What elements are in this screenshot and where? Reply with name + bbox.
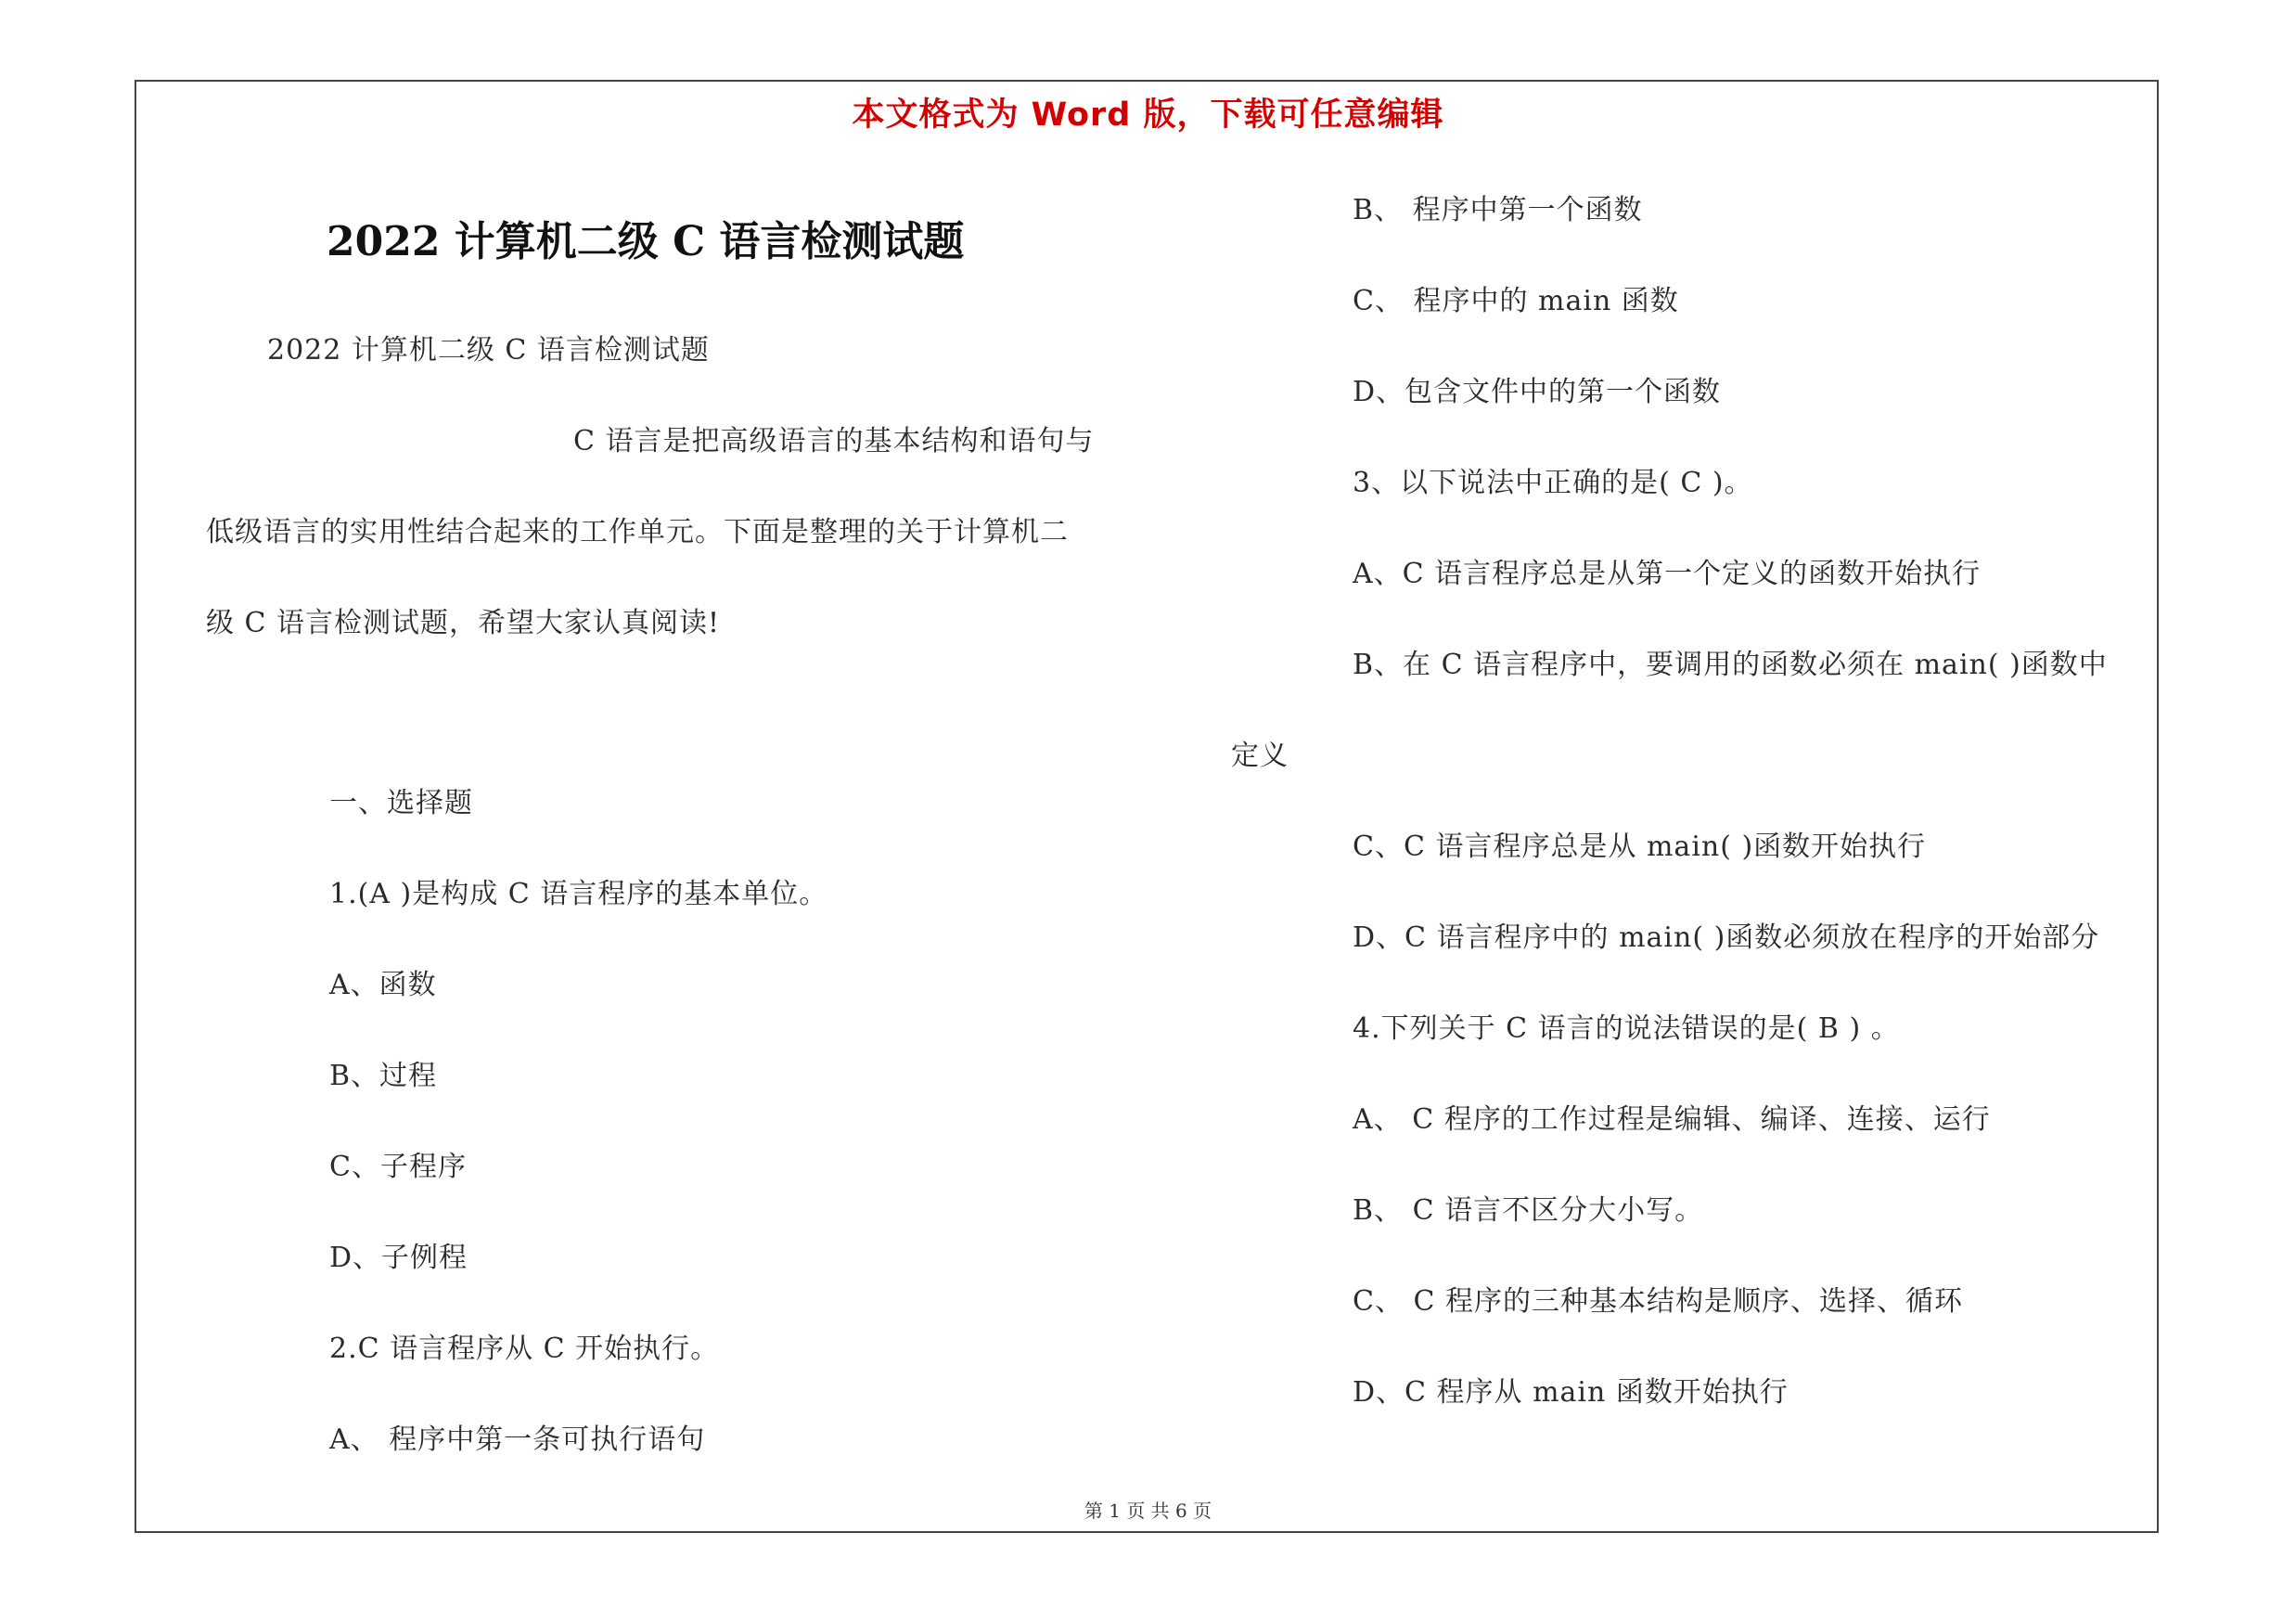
intro-paragraph-line-3: 级 C 语言检测试题，希望大家认真阅读!	[206, 607, 721, 639]
question-4-option-a: A、 C 程序的工作过程是编辑、编译、连接、运行	[1353, 1103, 1991, 1136]
question-4-option-c: C、 C 程序的三种基本结构是顺序、选择、循环	[1353, 1285, 1963, 1318]
intro-paragraph-line-2: 低级语言的实用性结合起来的工作单元。下面是整理的关于计算机二	[206, 516, 1069, 548]
question-1-option-a: A、函数	[329, 969, 437, 1001]
question-1-option-d: D、子例程	[329, 1242, 468, 1274]
intro-heading: 2022 计算机二级 C 语言检测试题	[267, 334, 710, 367]
question-1: 1.(A )是构成 C 语言程序的基本单位。	[329, 878, 828, 910]
question-3-option-a: A、C 语言程序总是从第一个定义的函数开始执行	[1353, 558, 1982, 590]
document-title: 2022 计算机二级 C 语言检测试题	[327, 218, 965, 265]
question-1-option-b: B、过程	[329, 1060, 438, 1092]
format-banner: 本文格式为 Word 版，下载可任意编辑	[852, 97, 1444, 134]
section-heading: 一、选择题	[329, 787, 473, 819]
question-3-option-b: B、在 C 语言程序中，要调用的函数必须在 main( )函数中	[1353, 649, 2108, 681]
question-2-option-d: D、包含文件中的第一个函数	[1353, 376, 1722, 408]
question-2: 2.C 语言程序从 C 开始执行。	[329, 1333, 720, 1365]
question-4-option-d: D、C 程序从 main 函数开始执行	[1353, 1376, 1789, 1409]
question-2-option-a: A、 程序中第一条可执行语句	[329, 1423, 706, 1456]
question-3-option-d: D、C 语言程序中的 main( )函数必须放在程序的开始部分	[1353, 921, 2100, 954]
intro-paragraph-line-1: C 语言是把高级语言的基本结构和语句与	[573, 425, 1095, 457]
question-3-option-b-continued: 定义	[1231, 740, 1289, 772]
question-3: 3、以下说法中正确的是( C )。	[1353, 467, 1753, 499]
page-number-footer: 第 1 页 共 6 页	[1084, 1500, 1212, 1522]
question-1-option-c: C、子程序	[329, 1151, 467, 1183]
question-2-option-c: C、 程序中的 main 函数	[1353, 285, 1679, 317]
question-3-option-c: C、C 语言程序总是从 main( )函数开始执行	[1353, 831, 1927, 863]
question-4-option-b: B、 C 语言不区分大小写。	[1353, 1194, 1704, 1227]
question-4: 4.下列关于 C 语言的说法错误的是( B ) 。	[1353, 1012, 1900, 1045]
question-2-option-b: B、 程序中第一个函数	[1353, 194, 1643, 226]
